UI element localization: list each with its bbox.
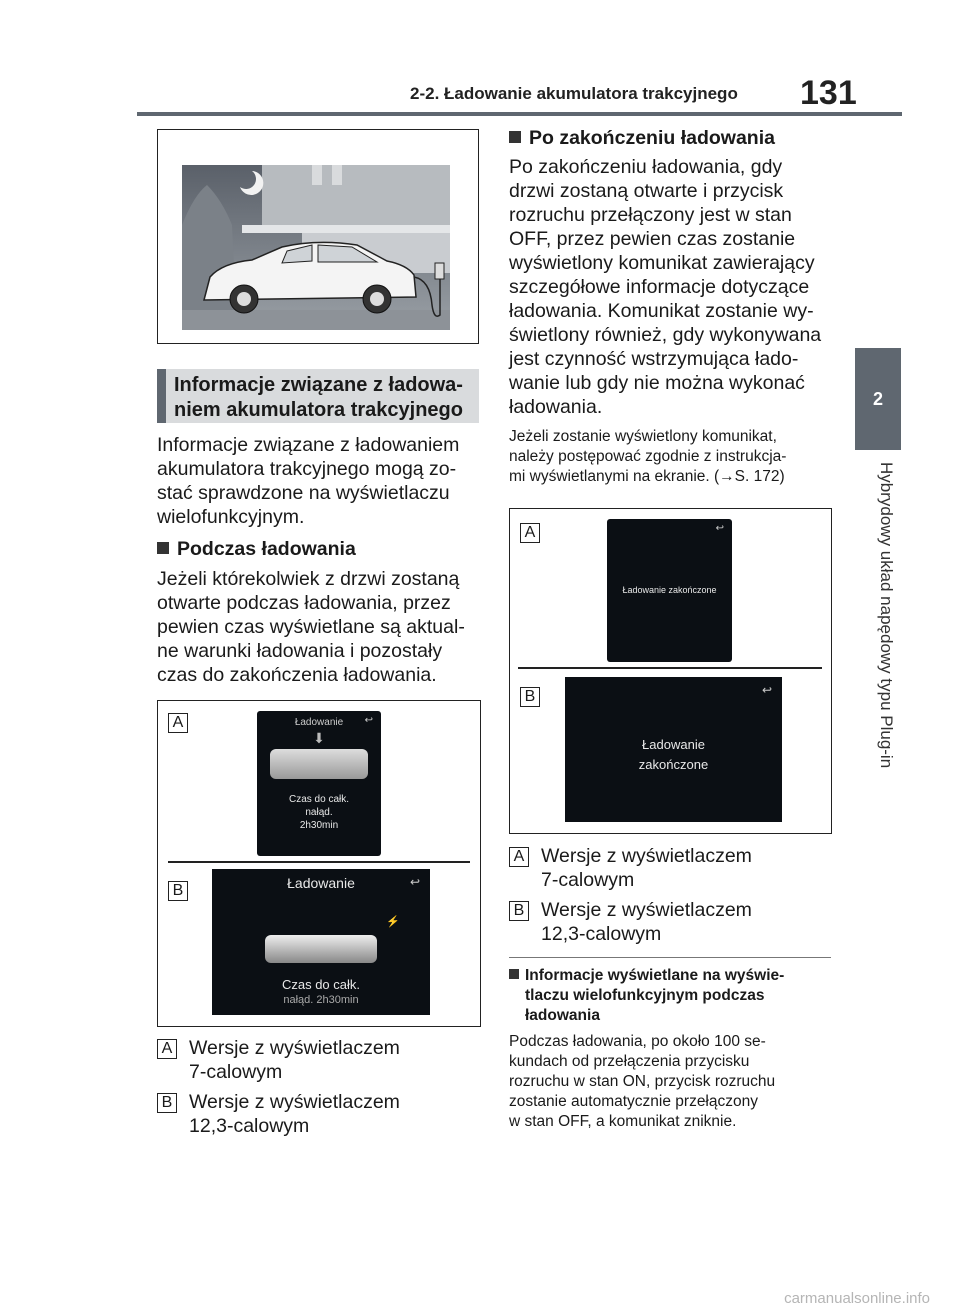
text-line: ładowania. xyxy=(509,396,603,418)
car-charging-illustration xyxy=(182,165,450,330)
text-line: należy postępować zgodnie z instrukcja- xyxy=(509,448,787,465)
complete-message-line-2: zakończone xyxy=(638,757,709,772)
info-heading xyxy=(509,966,834,1026)
section-title-line-2: niem akumulatora trakcyjnego xyxy=(174,399,463,421)
chapter-tab: 2 xyxy=(855,348,901,450)
caption-b xyxy=(509,898,834,946)
page-number: 131 xyxy=(800,74,857,112)
info-heading-line: tlaczu wielofunkcyjnym podczas xyxy=(525,987,765,1004)
screen-7-inch-charging xyxy=(257,711,381,856)
caption-a xyxy=(509,844,834,892)
text-line: wyświetlony komunikat zawierający xyxy=(509,252,815,274)
text-line: Jeżeli którekolwiek z drzwi zostaną xyxy=(157,568,460,590)
subheading-text: Po zakończeniu ładowania xyxy=(529,127,775,149)
right-captions xyxy=(509,844,834,946)
complete-message-line-1: Ładowanie xyxy=(642,737,705,752)
info-divider xyxy=(509,957,831,958)
charging-complete-display-figure xyxy=(509,508,832,834)
arrow-down-icon: ⬇ xyxy=(313,730,325,746)
screen-12-inch-complete xyxy=(565,677,782,822)
text-line: zostanie automatycznie przełączony xyxy=(509,1093,758,1110)
text-line: Po zakończeniu ładowania, gdy xyxy=(509,156,783,178)
text-line: Jeżeli zostanie wyświetlony komunikat, xyxy=(509,428,777,445)
watermark: carmanualsonline.info xyxy=(784,1290,930,1307)
caption-label: B xyxy=(509,901,529,921)
text-line: ne warunki ładowania i pozostały xyxy=(157,640,443,662)
battery-graphic xyxy=(265,935,377,963)
caption-text: Wersje z wyświetlaczem xyxy=(189,1091,400,1113)
subheading-text: Podczas ładowania xyxy=(177,538,356,560)
figure-divider xyxy=(168,861,470,863)
note-paragraph xyxy=(509,427,839,487)
charging-display-figure xyxy=(157,700,481,1027)
section-title xyxy=(157,369,479,423)
info-heading-line: Informacje wyświetlane na wyświe- xyxy=(525,967,785,984)
label-a: A xyxy=(520,523,540,543)
back-icon: ↩ xyxy=(409,875,420,889)
caption-text: Wersje z wyświetlaczem xyxy=(541,899,752,921)
text-line: wanie lub gdy nie można wykonać xyxy=(509,372,805,394)
during-charging-paragraph xyxy=(157,567,482,687)
subheading-during-charging xyxy=(157,537,482,561)
label-b: B xyxy=(520,687,540,707)
text-line: drzwi zostaną otwarte i przycisk xyxy=(509,180,784,202)
text-line: szczegółowe informacje dotyczące xyxy=(509,276,810,298)
text-line: stać sprawdzone na wyświetlaczu xyxy=(157,482,450,504)
screen-12-inch-charging xyxy=(212,869,430,1015)
bullet-square-icon xyxy=(509,969,519,979)
after-charging-paragraph xyxy=(509,155,839,419)
complete-message: Ładowanie zakończone xyxy=(622,585,717,595)
caption-label: A xyxy=(157,1039,177,1059)
caption-label: B xyxy=(157,1093,177,1113)
text-line: kundach od przełączenia przycisku xyxy=(509,1053,750,1070)
battery-graphic xyxy=(270,749,368,779)
text-line: wielofunkcyjnym. xyxy=(157,506,305,528)
bullet-square-icon xyxy=(509,131,521,143)
bullet-square-icon xyxy=(157,542,169,554)
caption-b xyxy=(157,1090,482,1138)
caption-label: A xyxy=(509,847,529,867)
label-b: B xyxy=(168,881,188,901)
remaining-time-label: Czas do całk. xyxy=(288,794,350,805)
remaining-time-label: Czas do całk. xyxy=(281,977,361,992)
text-line: rozruchu przełączony jest w stan xyxy=(509,204,792,226)
caption-text: Wersje z wyświetlaczem xyxy=(189,1037,400,1059)
section-title-line-1: Informacje związane z ładowa- xyxy=(174,374,463,396)
header-rule xyxy=(137,112,902,116)
screen-7-inch-complete xyxy=(607,519,732,662)
caption-a xyxy=(157,1036,482,1084)
back-icon: ↩ xyxy=(364,715,373,726)
text-line: Informacje związane z ładowaniem xyxy=(157,434,460,456)
text-line: w stan OFF, a komunikat zniknie. xyxy=(509,1113,737,1130)
figure-divider xyxy=(518,667,822,669)
text-line: czas do zakończenia ładowania. xyxy=(157,664,437,686)
remaining-time-label-2: nałąd. xyxy=(305,807,333,818)
text-line: OFF, przez pewien czas zostanie xyxy=(509,228,796,250)
screen-title: Ładowanie xyxy=(294,717,344,728)
plug-icon: ⚡ xyxy=(386,916,400,928)
text-line: rozruchu w stan ON, przycisk rozruchu xyxy=(509,1073,776,1090)
label-a: A xyxy=(168,713,188,733)
info-heading-line: ładowania xyxy=(525,1007,600,1024)
caption-text: 12,3-calowym xyxy=(189,1115,310,1137)
caption-text: 7-calowym xyxy=(541,869,635,891)
left-captions xyxy=(157,1036,482,1138)
text-line: Podczas ładowania, po około 100 se- xyxy=(509,1033,766,1050)
text-line: pewien czas wyświetlane są aktual- xyxy=(157,616,465,638)
back-icon: ↩ xyxy=(761,683,772,697)
caption-text: 7-calowym xyxy=(189,1061,283,1083)
remaining-time-value: 2h30min xyxy=(299,820,339,831)
charging-illustration-frame xyxy=(157,129,479,344)
info-paragraph xyxy=(509,1032,839,1132)
back-icon: ↩ xyxy=(715,523,724,534)
caption-text: 12,3-calowym xyxy=(541,923,662,945)
text-line: mi wyświetlanymi na ekranie. (→S. 172) xyxy=(509,468,785,485)
text-line: ładowania. Komunikat zostanie wy- xyxy=(509,300,814,322)
caption-text: Wersje z wyświetlaczem xyxy=(541,845,752,867)
text-line: otwarte podczas ładowania, przez xyxy=(157,592,451,614)
subheading-after-charging xyxy=(509,126,834,150)
remaining-time-value: nałąd. 2h30min xyxy=(283,994,359,1006)
text-line: świetlony również, gdy wykonywana xyxy=(509,324,822,346)
screen-title: Ładowanie xyxy=(287,875,355,891)
intro-paragraph xyxy=(157,433,482,529)
header-title: 2-2. Ładowanie akumulatora trakcyjnego xyxy=(410,84,738,103)
text-line: jest czynność wstrzymująca łado- xyxy=(509,348,799,370)
text-line: akumulatora trakcyjnego mogą zo- xyxy=(157,458,457,480)
chapter-vertical-title: Hybrydowy układ napędowy typu Plug-in xyxy=(877,462,896,769)
